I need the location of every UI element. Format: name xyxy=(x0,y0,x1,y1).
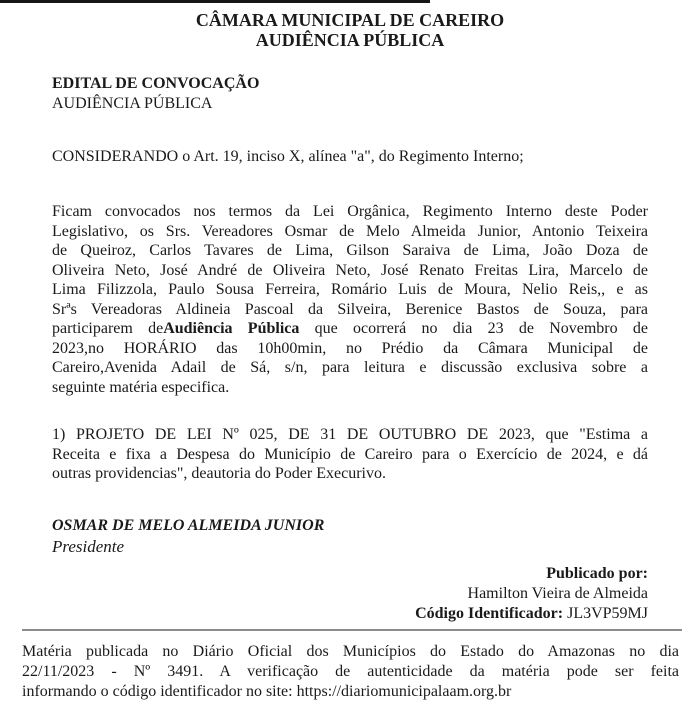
document-subject-title: AUDIÊNCIA PÚBLICA xyxy=(255,30,445,50)
paragraph-text: participarem de xyxy=(52,320,164,337)
paragraph-line: 2023,no HORÁRIO das 10h00min, no Prédio da Câmara Municipal de xyxy=(52,339,648,357)
paragraph-line: outras providencias", deautoria do Poder Execurivo. xyxy=(52,465,386,482)
footer-line: informando o código identificador no site: https://diariomunicipalaam.org.br xyxy=(22,683,512,700)
signature-name: OSMAR DE MELO ALMEIDA JUNIOR xyxy=(52,517,325,534)
identifier-code-value: JL3VP59MJ xyxy=(567,605,648,622)
footer-divider-rule xyxy=(22,629,682,631)
paragraph-line: de Queiroz, Carlos Tavares de Lima, Gilson Saraiva de Lima, João Doza de xyxy=(52,242,648,259)
paragraph-line: Careiro,Avenida Adail de Sá, s/n, para leitura e discussão exclusiva sobre a xyxy=(52,359,648,376)
convocation-paragraph xyxy=(52,202,648,397)
signature-role: Presidente xyxy=(52,537,125,556)
edital-subheading: AUDIÊNCIA PÚBLICA xyxy=(52,95,213,112)
paragraph-line: seguinte matéria especifica. xyxy=(52,378,230,396)
footer-line: 22/11/2023 - Nº 3491. A verificação de autenticidade da matéria pode ser feita xyxy=(22,663,679,680)
considerando-clause: CONSIDERANDO o Art. 19, inciso X, alínea "a", do Regimento Interno; xyxy=(52,148,524,165)
paragraph-line: Legislativo, os Srs. Vereadores Osmar de Melo Almeida Junior, Antonio Teixeira xyxy=(52,222,648,240)
paragraph-text: que ocorrerá no dia 23 de Novembro de xyxy=(299,320,648,337)
paragraph-line: Ficam convocados nos termos da Lei Orgânica, Regimento Interno deste Poder xyxy=(52,203,648,220)
footer-note xyxy=(22,642,679,702)
paragraph-line: Receita e fixa a Despesa do Município de Careiro para o Exercício de 2024, e dá xyxy=(52,445,648,463)
paragraph-line: Lima Filizzola, Paulo Sousa Ferreira, Romário Luis de Moura, Nelio Reis,, e as xyxy=(52,281,648,298)
identifier-code-line xyxy=(52,604,648,624)
audiencia-publica-bold: Audiência Pública xyxy=(163,320,300,337)
footer-line: Matéria publicada no Diário Oficial dos Municípios do Estado do Amazonas no dia xyxy=(22,643,679,660)
paragraph-line-with-bold xyxy=(52,319,648,339)
publication-block xyxy=(52,564,648,624)
municipality-title: CÂMARA MUNICIPAL DE CAREIRO xyxy=(195,10,505,30)
paragraph-line: Srªs Vereadoras Aldineia Pascoal da Silveira, Berenice Bastos de Souza, para xyxy=(52,300,648,318)
edital-heading: EDITAL DE CONVOCAÇÃO xyxy=(52,75,260,92)
projeto-de-lei-paragraph xyxy=(52,425,648,484)
paragraph-line: Oliveira Neto, José André de Oliveira Neto, José Renato Freitas Lira, Marcelo de xyxy=(52,261,648,279)
identifier-code-label: Código Identificador: xyxy=(415,605,564,622)
published-by-author: Hamilton Vieira de Almeida xyxy=(467,585,648,602)
paragraph-line: 1) PROJETO DE LEI Nº 025, DE 31 DE OUTUBRO DE 2023, que "Estima a xyxy=(52,426,648,443)
top-border-line xyxy=(0,0,430,3)
published-by-label: Publicado por: xyxy=(546,565,648,582)
document-header xyxy=(0,10,700,50)
